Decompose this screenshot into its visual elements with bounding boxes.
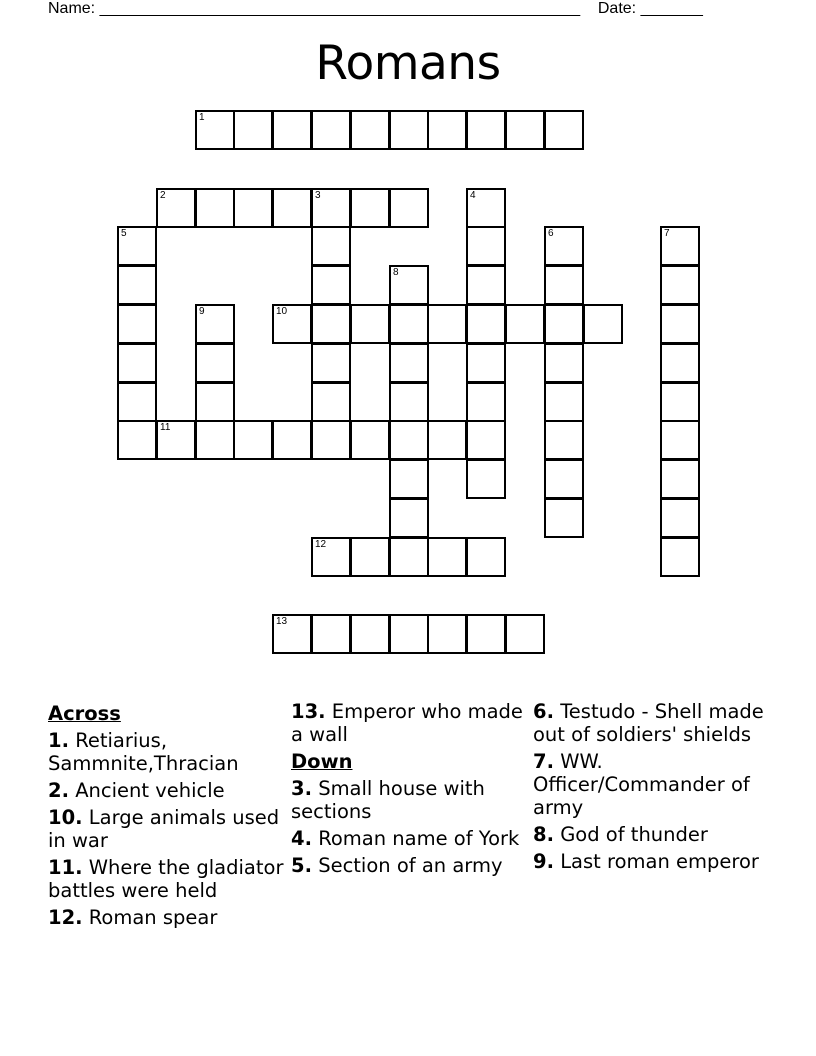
clues-column-1 (48, 700, 288, 933)
grid-cell[interactable] (544, 110, 584, 150)
grid-cell[interactable] (311, 304, 351, 344)
grid-cell[interactable] (311, 537, 351, 577)
grid-cell[interactable] (660, 226, 700, 266)
clue-across-2 (48, 779, 288, 802)
grid-cell[interactable] (389, 537, 429, 577)
cell-number: 5 (121, 228, 127, 239)
grid-cell[interactable] (660, 265, 700, 305)
clue-number: 3. (291, 777, 312, 800)
grid-cell[interactable] (660, 537, 700, 577)
grid-cell[interactable] (466, 110, 506, 150)
grid-cell[interactable] (311, 226, 351, 266)
grid-cell[interactable] (427, 304, 467, 344)
cell-number: 2 (160, 190, 166, 201)
clue-number: 8. (533, 823, 554, 846)
clue-number: 1. (48, 729, 69, 752)
cell-number: 12 (315, 539, 327, 550)
grid-cell[interactable] (195, 110, 235, 150)
grid-cell[interactable] (544, 420, 584, 460)
grid-cell[interactable] (156, 420, 196, 460)
cell-number: 1 (199, 112, 205, 123)
grid-cell[interactable] (544, 265, 584, 305)
page-title: Romans (315, 36, 501, 91)
cell-number: 4 (470, 190, 476, 201)
clue-down-5 (291, 854, 531, 877)
grid-cell[interactable] (544, 498, 584, 538)
clue-down-3 (291, 777, 531, 823)
grid-cell[interactable] (389, 382, 429, 422)
grid-cell[interactable] (466, 304, 506, 344)
clue-down-9 (533, 850, 773, 873)
grid-cell[interactable] (311, 188, 351, 228)
grid-cell[interactable] (272, 420, 312, 460)
clue-number: 11. (48, 856, 83, 879)
cell-number: 6 (548, 228, 554, 239)
clue-text: Roman name of York (318, 827, 520, 850)
down-heading: Down (291, 750, 353, 773)
clue-text: Where the gladiator battles were held (48, 856, 284, 902)
grid-cell[interactable] (466, 188, 506, 228)
grid-cell[interactable] (195, 188, 235, 228)
grid-cell[interactable] (233, 420, 273, 460)
cell-number: 10 (276, 306, 288, 317)
grid-cell[interactable] (544, 304, 584, 344)
clue-number: 13. (291, 700, 326, 723)
grid-cell[interactable] (389, 614, 429, 654)
grid-cell[interactable] (389, 420, 429, 460)
grid-cell[interactable] (195, 304, 235, 344)
grid-cell[interactable] (466, 382, 506, 422)
grid-cell[interactable] (505, 614, 545, 654)
grid-cell[interactable] (427, 420, 467, 460)
grid-cell[interactable] (195, 420, 235, 460)
clue-text: Retiarius, Sammnite,Thracian (48, 729, 239, 775)
cell-number: 9 (199, 306, 205, 317)
grid-cell[interactable] (233, 188, 273, 228)
grid-cell[interactable] (466, 459, 506, 499)
grid-cell[interactable] (350, 304, 390, 344)
name-blank[interactable]: ______________________________________________________ (99, 0, 581, 17)
clue-text: WW. Officer/Commander of army (533, 750, 750, 819)
cell-number: 11 (160, 422, 171, 433)
clue-down-7 (533, 750, 773, 819)
cell-number: 13 (276, 616, 288, 627)
grid-cell[interactable] (311, 265, 351, 305)
grid-cell[interactable] (233, 110, 273, 150)
grid-cell[interactable] (427, 110, 467, 150)
grid-cell[interactable] (117, 420, 157, 460)
grid-cell[interactable] (389, 498, 429, 538)
grid-cell[interactable] (389, 459, 429, 499)
grid-cell[interactable] (544, 343, 584, 383)
grid-cell[interactable] (272, 614, 312, 654)
grid-cell[interactable] (272, 304, 312, 344)
grid-cell[interactable] (660, 343, 700, 383)
clue-text: Large animals used in war (48, 806, 280, 852)
date-blank[interactable]: _______ (640, 0, 703, 17)
grid-cell[interactable] (544, 226, 584, 266)
grid-cell[interactable] (544, 459, 584, 499)
grid-cell[interactable] (272, 110, 312, 150)
grid-cell[interactable] (272, 188, 312, 228)
grid-cell[interactable] (466, 420, 506, 460)
grid-cell[interactable] (311, 382, 351, 422)
grid-cell[interactable] (117, 226, 157, 266)
name-label: Name: (48, 0, 96, 17)
grid-cell[interactable] (117, 265, 157, 305)
clue-text: Testudo - Shell made out of soldiers' shields (533, 700, 764, 746)
grid-cell[interactable] (311, 420, 351, 460)
clue-text: Emperor who made a wall (291, 700, 523, 746)
grid-cell[interactable] (195, 382, 235, 422)
clue-text: God of thunder (560, 823, 708, 846)
grid-cell[interactable] (311, 110, 351, 150)
grid-cell[interactable] (389, 188, 429, 228)
clue-number: 4. (291, 827, 312, 850)
clue-across-13 (291, 700, 531, 746)
clue-number: 2. (48, 779, 69, 802)
cell-number: 8 (393, 267, 399, 278)
clue-number: 7. (533, 750, 554, 773)
clue-text: Section of an army (318, 854, 503, 877)
grid-cell[interactable] (660, 382, 700, 422)
clue-text: Roman spear (88, 906, 218, 929)
grid-cell[interactable] (350, 420, 390, 460)
cell-number: 7 (664, 228, 670, 239)
grid-cell[interactable] (389, 110, 429, 150)
grid-cell[interactable] (350, 537, 390, 577)
grid-cell[interactable] (660, 304, 700, 344)
grid-cell[interactable] (505, 110, 545, 150)
clues-column-2 (291, 700, 531, 881)
clue-across-1 (48, 729, 288, 775)
grid-cell[interactable] (350, 110, 390, 150)
clue-number: 10. (48, 806, 83, 829)
clue-text: Last roman emperor (560, 850, 759, 873)
grid-cell[interactable] (660, 459, 700, 499)
grid-cell[interactable] (427, 614, 467, 654)
header-line (48, 0, 768, 20)
grid-cell[interactable] (350, 188, 390, 228)
grid-cell[interactable] (505, 304, 545, 344)
clues-column-3 (533, 700, 773, 877)
grid-cell[interactable] (311, 614, 351, 654)
grid-cell[interactable] (660, 498, 700, 538)
grid-cell[interactable] (195, 343, 235, 383)
across-heading: Across (48, 702, 121, 725)
clue-down-6 (533, 700, 773, 746)
clue-across-10 (48, 806, 288, 852)
grid-cell[interactable] (466, 614, 506, 654)
grid-cell[interactable] (466, 265, 506, 305)
clue-across-12 (48, 906, 288, 929)
grid-cell[interactable] (156, 188, 196, 228)
grid-cell[interactable] (311, 343, 351, 383)
grid-cell[interactable] (117, 343, 157, 383)
date-label: Date: (597, 0, 637, 17)
grid-cell[interactable] (117, 304, 157, 344)
clue-number: 12. (48, 906, 83, 929)
clue-text: Small house with sections (291, 777, 485, 823)
grid-cell[interactable] (583, 304, 623, 344)
clue-number: 9. (533, 850, 554, 873)
grid-cell[interactable] (466, 343, 506, 383)
grid-cell[interactable] (466, 226, 506, 266)
grid-cell[interactable] (350, 614, 390, 654)
grid-cell[interactable] (117, 382, 157, 422)
grid-cell[interactable] (544, 382, 584, 422)
grid-cell[interactable] (389, 343, 429, 383)
cell-number: 3 (315, 190, 321, 201)
clue-number: 5. (291, 854, 312, 877)
grid-cell[interactable] (427, 537, 467, 577)
clue-number: 6. (533, 700, 554, 723)
grid-cell[interactable] (466, 537, 506, 577)
grid-cell[interactable] (389, 304, 429, 344)
grid-cell[interactable] (660, 420, 700, 460)
clue-text: Ancient vehicle (75, 779, 225, 802)
clue-across-11 (48, 856, 288, 902)
clue-down-4 (291, 827, 531, 850)
grid-cell[interactable] (389, 265, 429, 305)
clue-down-8 (533, 823, 773, 846)
